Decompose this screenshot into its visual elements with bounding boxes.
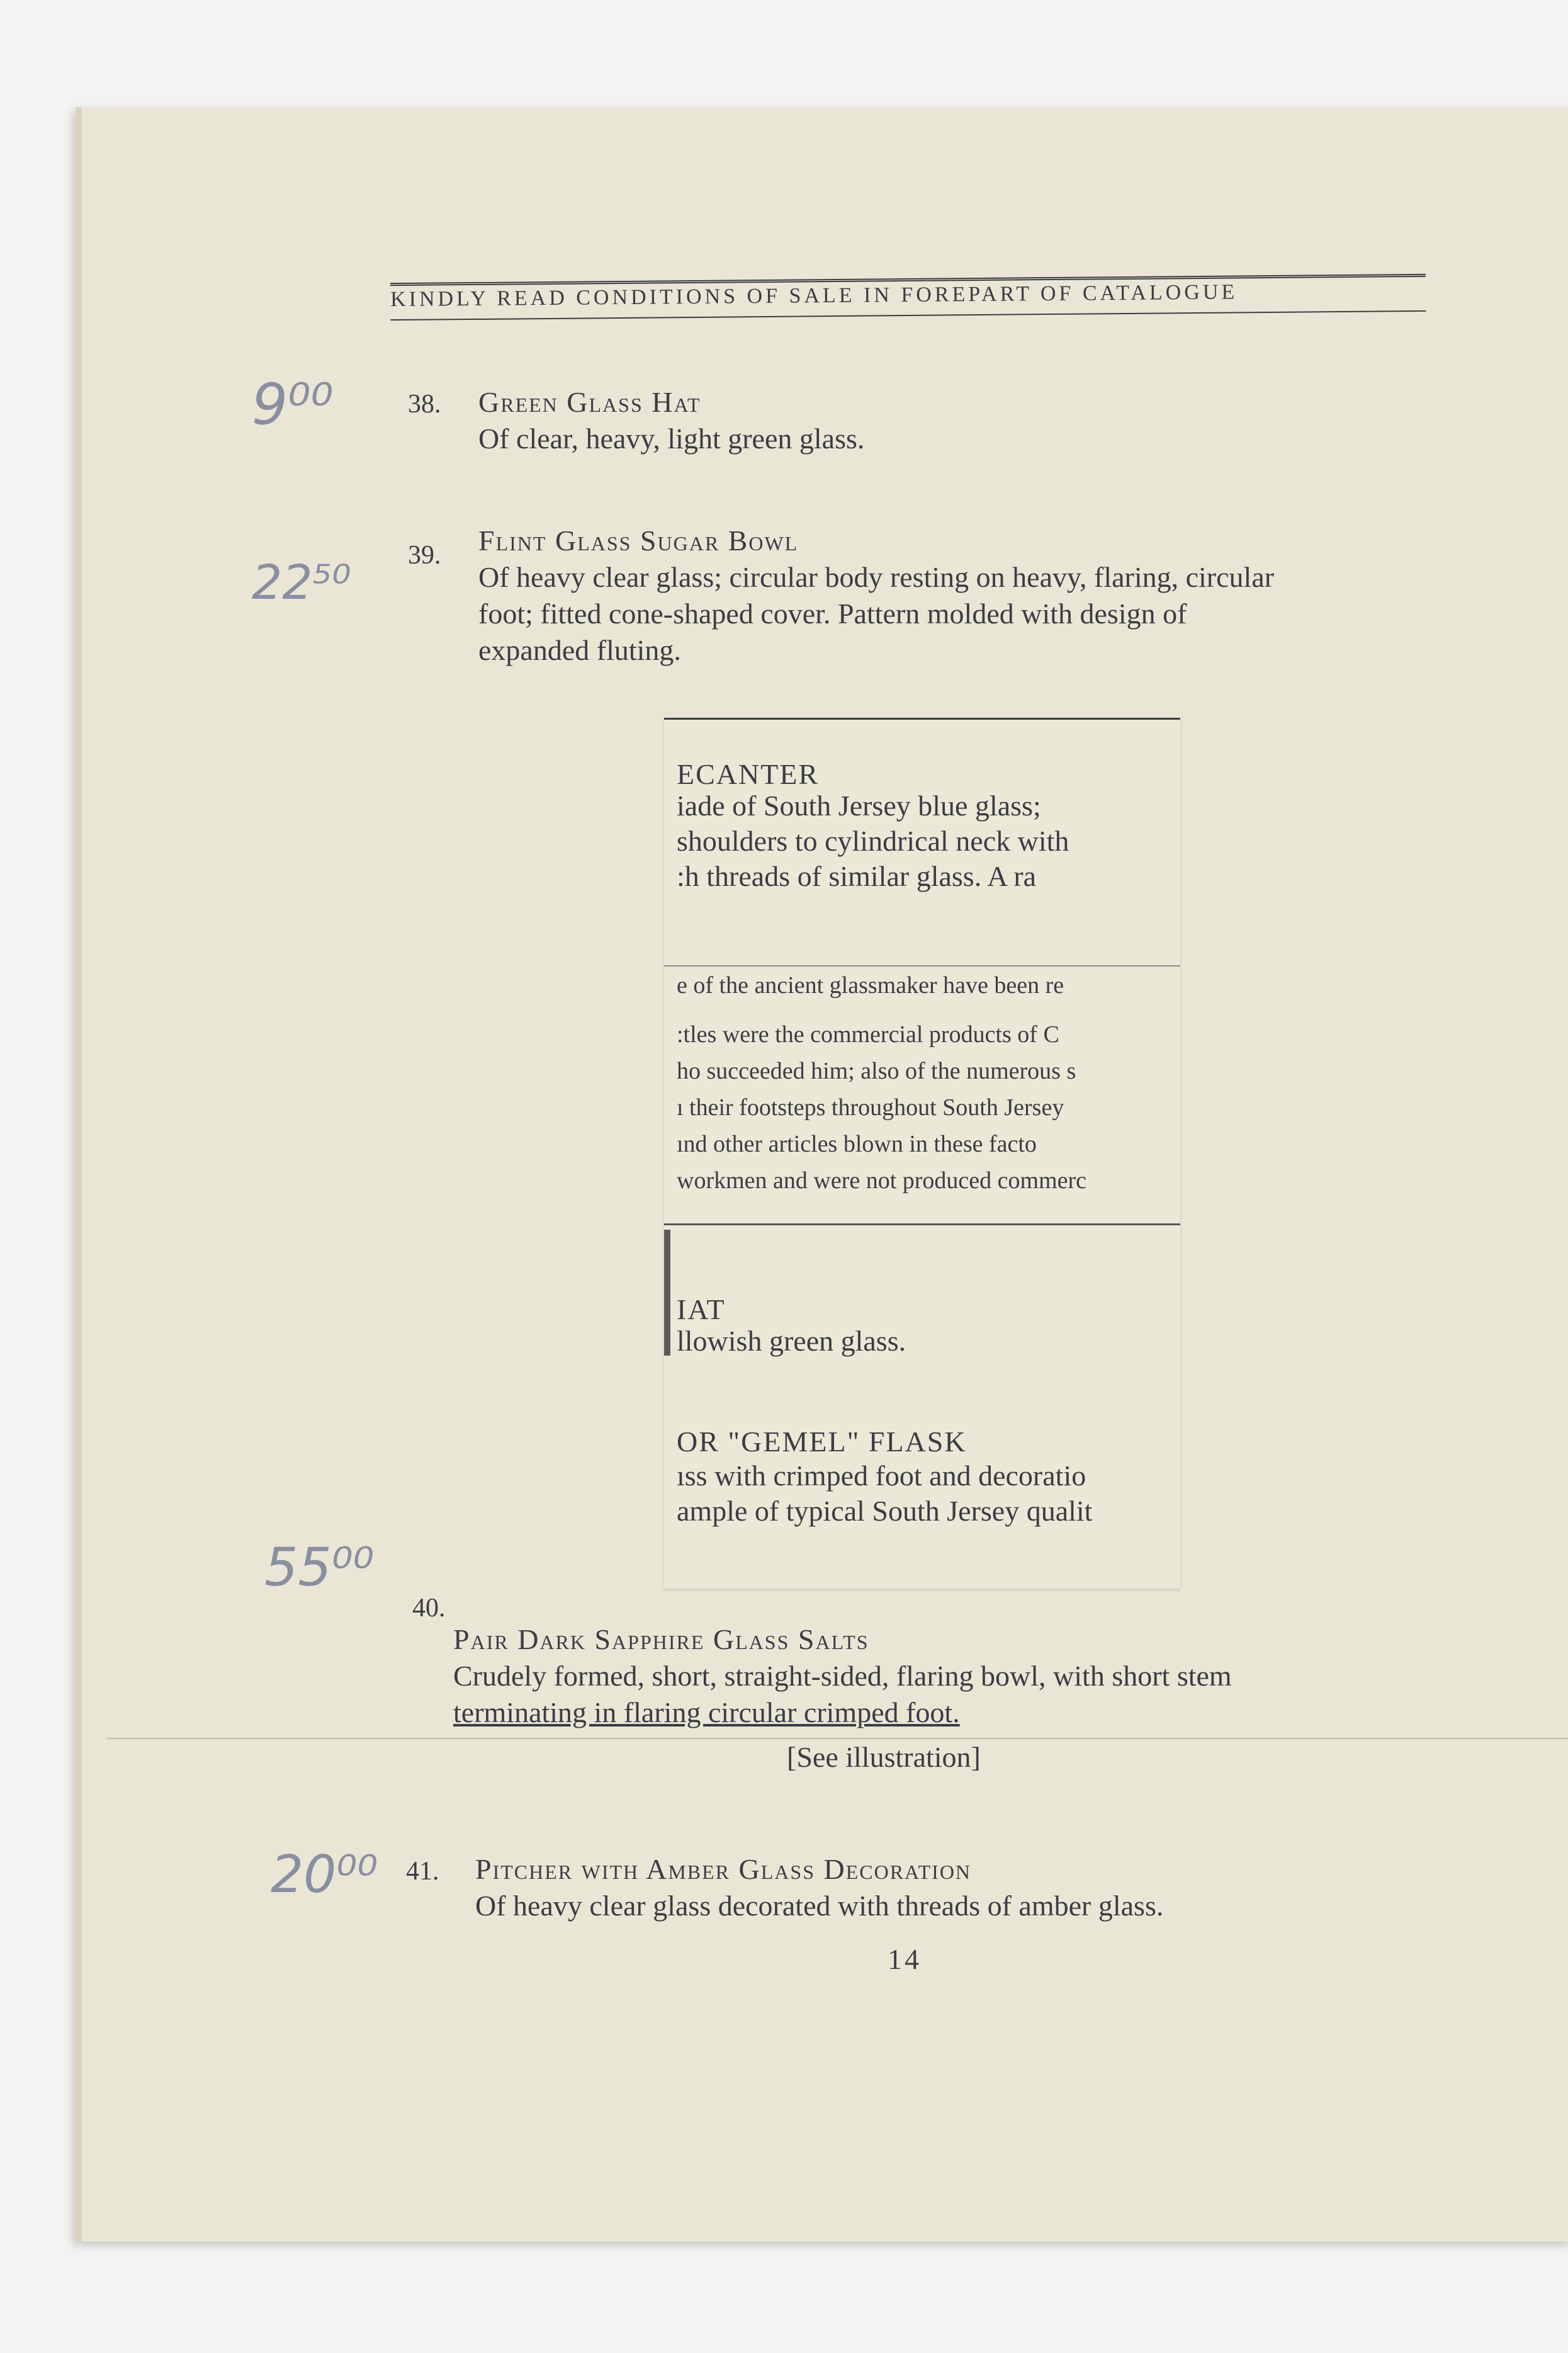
clip-line: iade of South Jersey blue glass; [677, 790, 1041, 822]
price-note-40: 55⁰⁰ [264, 1536, 375, 1598]
entry-40 [453, 1621, 1232, 1731]
conditions-notice: KINDLY READ CONDITIONS OF SALE IN FOREPART OF CATALOGUE [390, 280, 1238, 312]
clip-title: OR "GEMEL" FLASK [677, 1426, 967, 1458]
clip-line: :h threads of similar glass. A ra [677, 860, 1037, 892]
clip-separator [664, 1223, 1180, 1225]
entry-39 [478, 523, 1274, 669]
entry-title: Flint Glass Sugar Bowl [478, 524, 799, 557]
entry-number-41: 41. [406, 1857, 439, 1886]
entry-desc-line: terminating in flaring circular crimped foot. [453, 1696, 960, 1728]
entry-title: Green Glass Hat [478, 386, 701, 418]
page-number: 14 [888, 1943, 922, 1975]
entry-title: Pitcher with Amber Glass Decoration [475, 1853, 972, 1885]
clip-line: llowish green glass. [677, 1325, 906, 1357]
price-note-39: 22⁵⁰ [252, 554, 351, 610]
price-note-41: 20⁰⁰ [271, 1845, 378, 1905]
clip-separator [664, 965, 1180, 967]
clip-line: ınd other articles blown in these facto [677, 1131, 1037, 1157]
page-header [390, 247, 1426, 332]
header-rule-bottom [390, 310, 1426, 320]
entry-desc-line: Of heavy clear glass decorated with threads of amber glass. [475, 1890, 1164, 1922]
clip-line: shoulders to cylindrical neck with [677, 825, 1069, 857]
clip-line: :tles were the commercial products of C [677, 1021, 1059, 1048]
clip-dark-edge [664, 1230, 670, 1356]
illustration-note: [See illustration] [787, 1741, 981, 1773]
entry-title: Pair Dark Sapphire Glass Salts [453, 1623, 869, 1655]
clip-line: workmen and were not produced commerc [677, 1167, 1087, 1194]
clip-title: ECANTER [677, 758, 820, 790]
price-note-38: 9⁰⁰ [252, 371, 334, 438]
pasted-clipping [664, 718, 1180, 1589]
clip-line: ho succeeded him; also of the numerous s [677, 1058, 1076, 1084]
entry-desc-line: expanded fluting. [478, 634, 681, 666]
entry-desc-line: foot; fitted cone-shaped cover. Pattern molded with design of [478, 598, 1187, 630]
entry-desc-line: Of clear, heavy, light green glass. [478, 422, 865, 455]
entry-number-39: 39. [408, 541, 441, 570]
clip-title: IAT [677, 1293, 726, 1325]
entry-number-38: 38. [408, 390, 441, 419]
clip-line: ı their footsteps throughout South Jersey [677, 1094, 1064, 1121]
entry-desc-line: Crudely formed, short, straight-sided, flaring bowl, with short stem [453, 1660, 1232, 1692]
entry-number-40: 40. [412, 1594, 446, 1623]
entry-41 [475, 1851, 1163, 1924]
clip-line: ample of typical South Jersey qualit [677, 1495, 1093, 1527]
clip-line: e of the ancient glassmaker have been re [677, 972, 1064, 999]
clip-line: ıss with crimped foot and decoratio [677, 1460, 1086, 1492]
entry-desc-line: Of heavy clear glass; circular body resting on heavy, flaring, circular [478, 561, 1275, 593]
entry-38 [478, 384, 864, 457]
